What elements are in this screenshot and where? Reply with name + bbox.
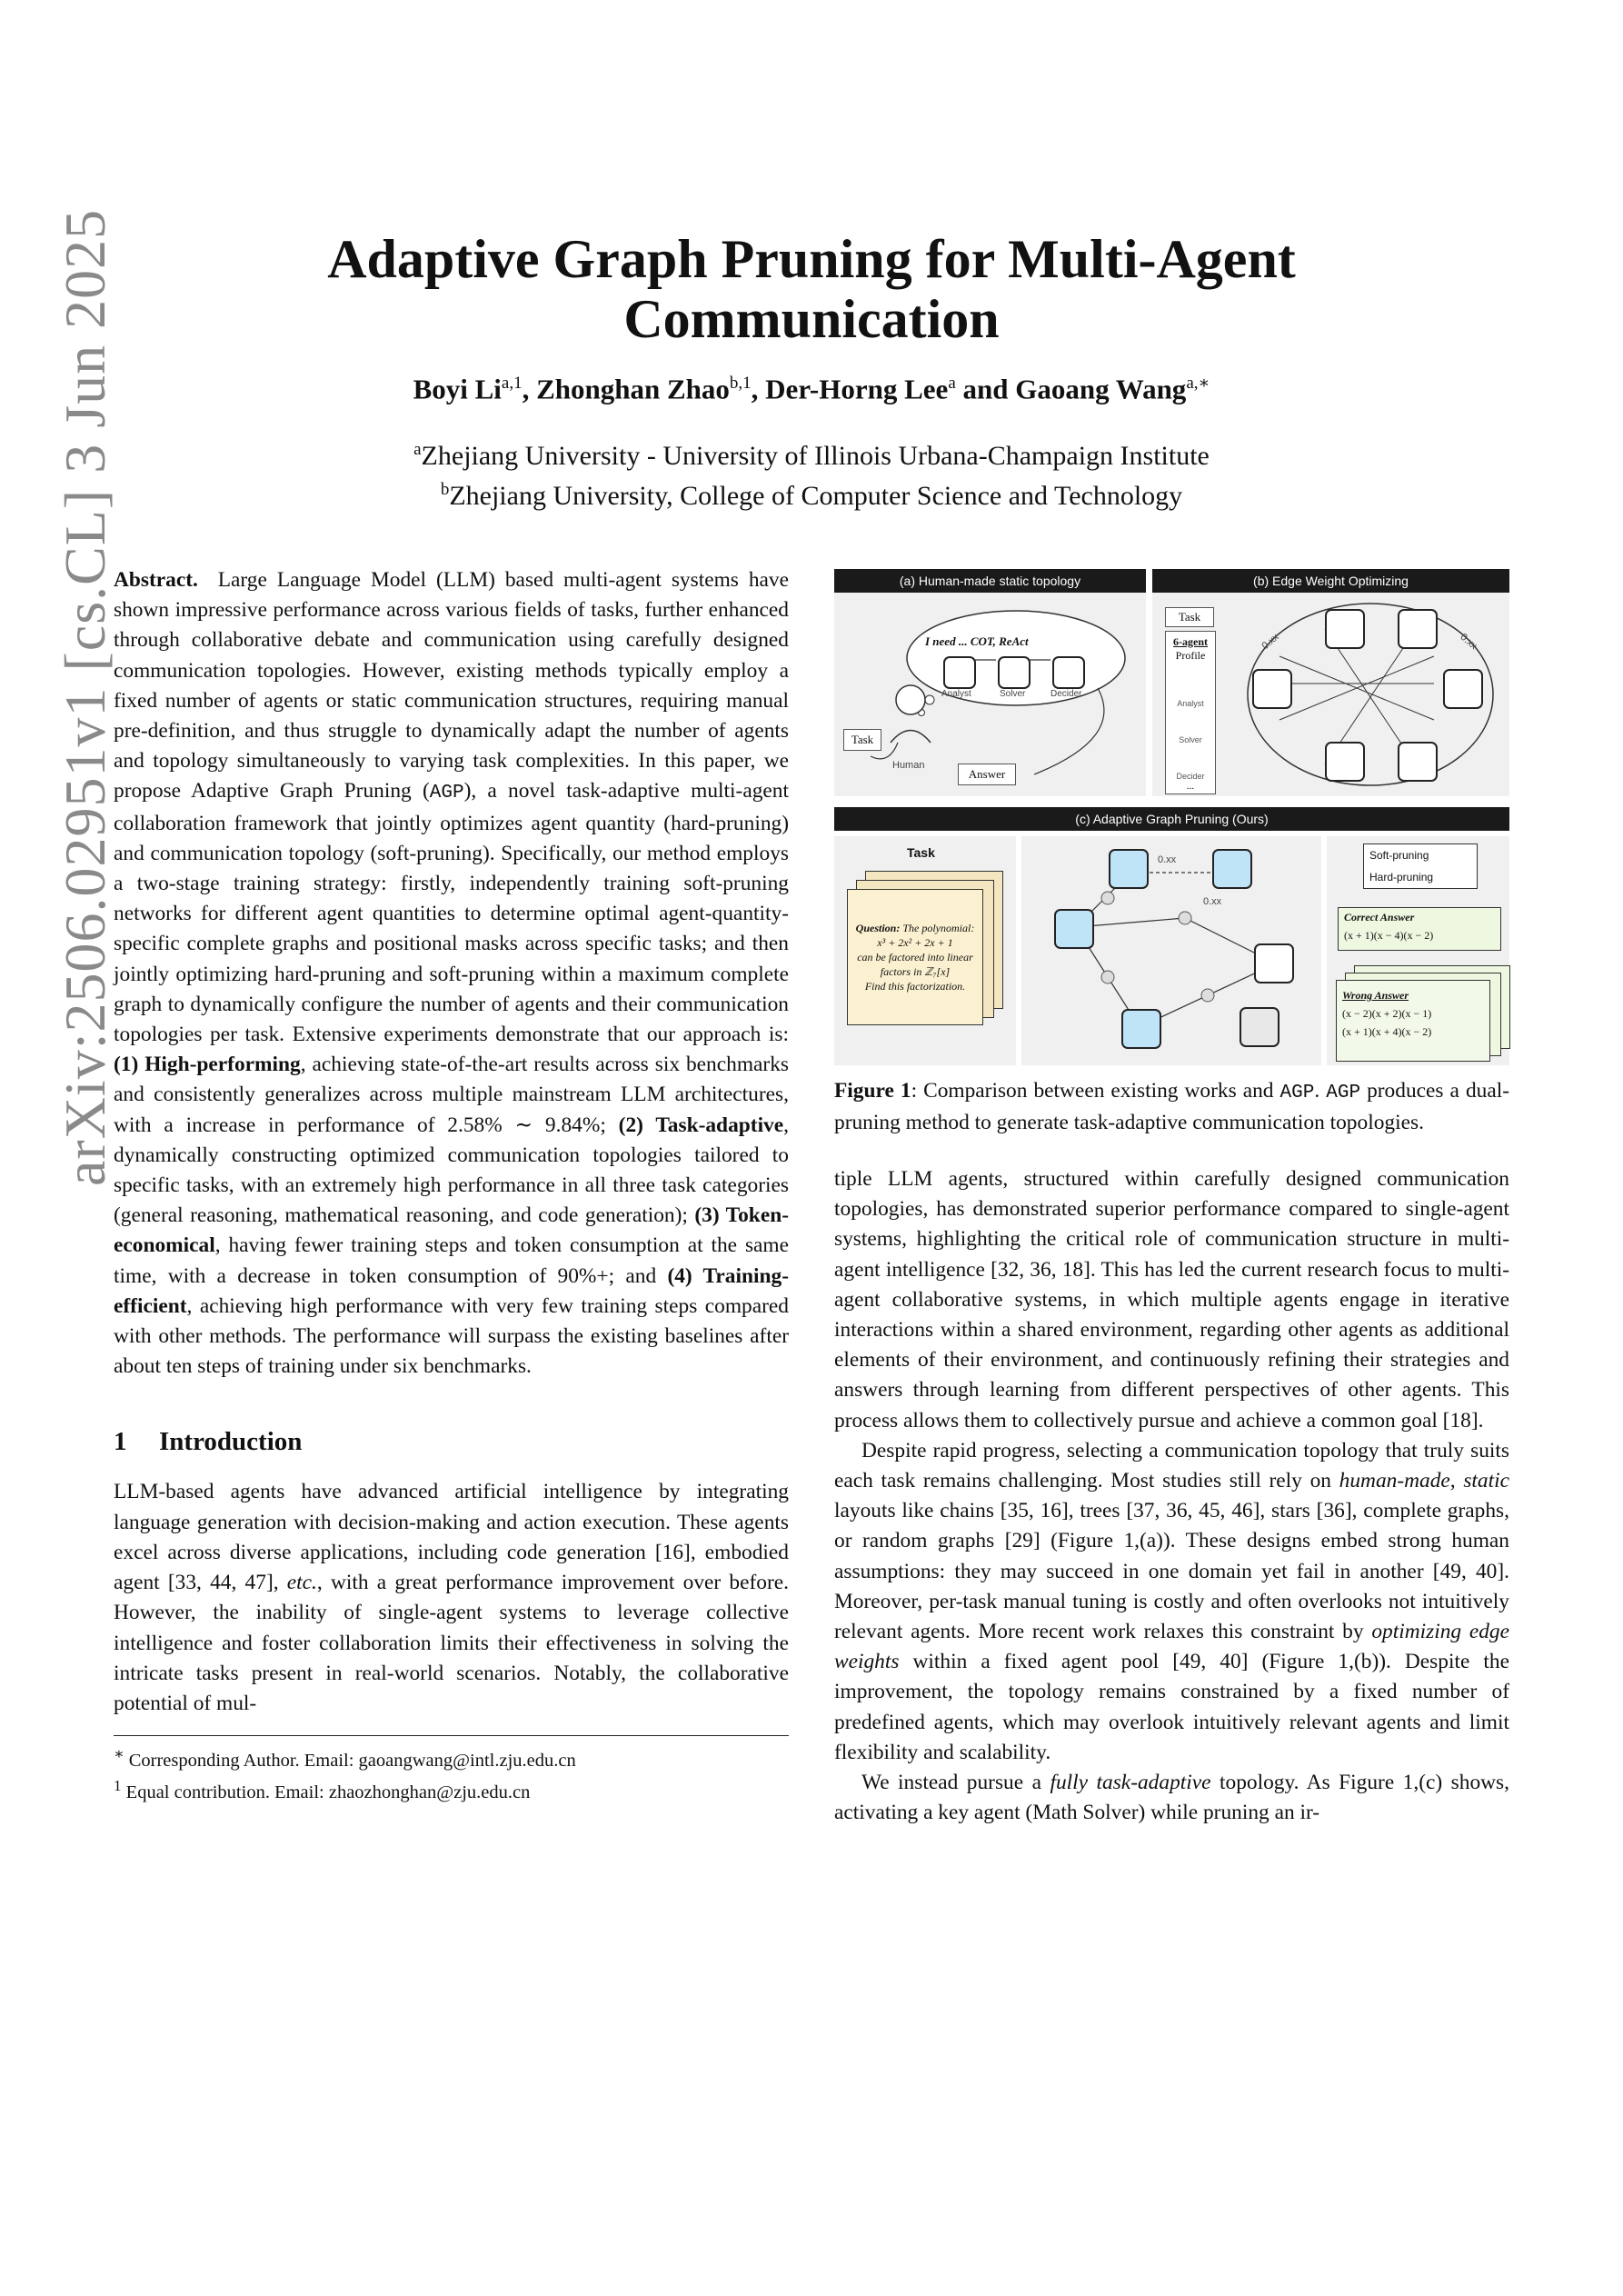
footnote-1	[114, 1742, 789, 1773]
question-line4: factors in ℤ₇[x]	[880, 965, 951, 978]
paper-title	[273, 229, 1350, 349]
abstract	[114, 565, 789, 1382]
results-area	[1327, 836, 1509, 1065]
legend-soft-pruning: Soft-pruning	[1369, 849, 1429, 862]
weight-label: 0.xx	[1260, 631, 1281, 653]
abstract-text: , achieving high performance with very few training steps compared with other methods. The performance will surpass the existing baselines after about ten steps of training under six benchmarks.	[114, 1293, 789, 1379]
highlight-task-adaptive: (2) Task-adaptive	[618, 1113, 784, 1137]
author-sup: a,∗	[1186, 374, 1210, 393]
agp-acronym: AGP	[1279, 1083, 1315, 1103]
body-text: topology. As Figure 1,(c) shows, activating a key agent (Math Solver) while pruning an ir-	[834, 1771, 1509, 1825]
legend-box	[1363, 844, 1478, 889]
emphasis: optimizing edge weights	[834, 1620, 1509, 1674]
footnote-text: Equal contribution. Email: zhaozhonghan@zju.edu.cn	[125, 1782, 531, 1802]
intro-text: LLM-based agents have advanced artificial intelligence by integrating language generation with decision-making and action execution. These agents excel across diverse applications, including code generation [16], embodied agent [33, 44, 47],	[114, 1480, 789, 1595]
abstract-label: Abstract.	[114, 568, 198, 592]
author-name: Gaoang Wang	[1015, 373, 1187, 405]
weight-label: 0.xx	[1203, 896, 1222, 907]
intro-etc: etc.	[286, 1571, 317, 1595]
wrong-answer-card	[1336, 980, 1490, 1062]
panel-c	[834, 807, 1509, 1065]
signature-icon	[1443, 669, 1483, 709]
arxiv-identifier: arXiv:2506.02951v1 [cs.CL] 3 Jun 2025	[53, 208, 117, 1186]
author-name: Zhonghan Zhao	[536, 373, 730, 405]
analyst-icon	[943, 656, 976, 689]
affiliations	[273, 433, 1350, 513]
decider-label: Decider	[1176, 772, 1205, 781]
pruned-bug-icon	[1240, 1007, 1279, 1047]
question-line	[848, 921, 982, 935]
wrong-answer-label: Wrong Answer	[1342, 989, 1409, 1002]
analyst-icon	[1212, 849, 1252, 889]
question-label: Question:	[855, 922, 901, 934]
panel-a	[834, 569, 1146, 796]
solver-icon	[998, 656, 1031, 689]
correct-answer-expr: (x + 1)(x − 4)(x − 2)	[1344, 929, 1434, 942]
affiliation-sup: a	[413, 440, 422, 459]
footnote-mark: 1	[114, 1776, 122, 1794]
affiliation-sup: b	[440, 480, 450, 499]
solver-label: Solver	[1179, 735, 1202, 744]
right-paragraph-1	[834, 1164, 1509, 1436]
caption-text: .	[1314, 1079, 1327, 1103]
panel-a-title: (a) Human-made static topology	[834, 569, 1146, 593]
correct-answer-label: Correct Answer	[1344, 911, 1415, 923]
checklist-icon	[1325, 609, 1365, 649]
emphasis: human-made, static	[1339, 1469, 1509, 1493]
task-area	[834, 836, 1016, 1065]
caption-text: produces a dual-pruning method to generate task-adaptive communication topologies.	[834, 1079, 1510, 1134]
weight-label: 0.xx	[1458, 631, 1479, 653]
caption-label: Figure 1	[834, 1079, 911, 1103]
bug-icon	[1398, 742, 1438, 782]
task-box: Task	[1165, 607, 1214, 627]
abstract-text: , achieving state-of-the-art results across six benchmarks and consistently generalizes across multiple mainstream LLM architectures, with a increase in performance of 2.58% ∼ 9.84%;	[114, 1053, 789, 1137]
agp-acronym: AGP	[429, 783, 464, 804]
highlight-token-economical: (3) Token-economical	[114, 1203, 789, 1258]
author-list: Boyi Li$^{a,1}$, Zhonghan Zhao$^{b,1}$, Der-Horng Lee$^a$ and Gaoang Wang$^{a,∗}$	[413, 373, 1210, 405]
body-text: within a fixed agent pool [49, 40] (Figure 1,(b)). Despite the improvement, the topology remains constrained by a fixed number of predefined agents, which may overlook intuitively relevant agents and limit flexibility and scalability.	[834, 1650, 1509, 1764]
figure-caption	[834, 1076, 1509, 1137]
highlight-training-efficient: (4) Training-efficient	[114, 1263, 790, 1318]
right-paragraph-3	[834, 1768, 1509, 1828]
question-text: The polynomial:	[902, 922, 975, 934]
panel-b	[1152, 569, 1509, 796]
title-line-2: Communication	[623, 289, 1000, 349]
wrong-answer-expr: (x + 1)(x + 4)(x − 2)	[1342, 1025, 1432, 1038]
person-icon	[1325, 742, 1365, 782]
affiliation-b	[273, 473, 1350, 513]
code-icon	[1054, 909, 1094, 949]
section-number: 1	[114, 1427, 127, 1457]
section-heading	[114, 1427, 789, 1457]
right-column	[834, 569, 1509, 1828]
highlight-high-performing: (1) High-performing	[114, 1053, 301, 1077]
question-line5: Find this factorization.	[864, 980, 966, 993]
left-column	[114, 565, 789, 1805]
author-sup: b,1	[729, 374, 752, 393]
task-box: Task	[843, 729, 881, 751]
author-name: Der-Horng Lee	[765, 373, 949, 405]
figure-1	[834, 569, 1509, 1065]
title-line-1: Adaptive Graph Pruning for Multi-Agent	[327, 229, 1296, 289]
footnote-mark: ∗	[114, 1745, 124, 1763]
author-name: Boyi Li	[413, 373, 502, 405]
need-text: I need ... COT, ReAct	[925, 634, 1029, 648]
task-card	[847, 889, 983, 1025]
person-icon	[1121, 1009, 1161, 1049]
footnote-rule	[114, 1735, 789, 1736]
body-text: Despite rapid progress, selecting a communication topology that truly suits each task remains challenging. Most studies still rely on	[834, 1438, 1509, 1493]
solver-label: Solver	[1000, 689, 1026, 699]
code-icon	[1252, 669, 1292, 709]
six-agent-label: 6-agent	[1173, 635, 1208, 648]
caption-text: : Comparison between existing works and	[911, 1079, 1280, 1103]
spacer	[834, 1137, 1509, 1164]
abstract-text: , having fewer training steps and token consumption at the same time, with a decrease in token consumption of 90%+; and	[114, 1233, 789, 1288]
signature-icon	[1254, 943, 1294, 983]
profile-label: Profile	[1175, 649, 1206, 662]
ellipsis-label: ...	[1186, 781, 1195, 792]
panel-c-title: (c) Adaptive Graph Pruning (Ours)	[834, 807, 1509, 831]
graph-area	[1021, 836, 1321, 1065]
agp-acronym: AGP	[1326, 1083, 1361, 1103]
question-line3: can be factored into linear	[857, 951, 973, 963]
decider-label: Decider	[1050, 689, 1082, 699]
intro-text: , with a great performance improvement over before. However, the inability of single-agent systems to leverage collective intelligence and foster collaboration limits their effectiveness in solving the intricate tasks present in real-world scenarios. Notably, the collaborative potential of mul-	[114, 1571, 789, 1715]
footnote-text: Corresponding Author. Email: gaoangwang@intl.zju.edu.cn	[128, 1750, 576, 1771]
decider-icon	[1052, 656, 1085, 689]
affiliation-text: Zhejiang University, College of Computer Science and Technology	[449, 481, 1183, 511]
abstract-text: Large Language Model (LLM) based multi-agent systems have shown impressive performance across various fields of tasks, further enhanced through collaborative debate and communication using carefully designed communication topologies. However, existing methods typically employ a fixed number of agents or static communication structures, requiring manual pre-definition, and thus struggle to dynamically adapt the number of agents and topology simultaneously to varying task complexities. In this paper, we propose Adaptive Graph Pruning (	[114, 568, 789, 804]
emphasis: fully task-adaptive	[1050, 1771, 1211, 1795]
body-text: tiple LLM agents, structured within carefully designed communication topologies, has demonstrated superior performance compared to single-agent systems, highlighting the critical role of communication structure in multi-agent intelligence [32, 36, 18]. This has led the current research focus to multi-agent collaborative systems, in which multiple agents engage in iterative interactions within a shared environment, regarding other agents as additional elements of their environment, and continuously refining their strategies and answers through learning from different perspectives of other agents. This process allows them to collectively pursue and achieve a common goal [18].	[834, 1167, 1509, 1433]
author-sup: a	[948, 374, 956, 393]
footnote-2	[114, 1773, 789, 1805]
affiliation-text: Zhejiang University - University of Illinois Urbana-Champaign Institute	[421, 441, 1210, 471]
affiliation-a	[273, 433, 1350, 473]
human-label: Human	[892, 760, 925, 771]
analyst-label: Analyst	[1177, 699, 1204, 708]
weight-label: 0.xx	[1158, 854, 1177, 865]
correct-answer-card	[1338, 907, 1501, 951]
analyst-label: Analyst	[941, 689, 971, 699]
abstract-text: , dynamically constructing optimized communication topologies tailored to specific tasks, with an extremely high performance in all three task categories (general reasoning, mathematical reasoning, and code generation);	[114, 1113, 789, 1228]
abstract-text: ), a novel task-adaptive multi-agent collaboration framework that jointly optimizes agent quantity (hard-pruning) and communication topology (soft-pruning). Specifically, our method employs a two-stage training strategy: firstly, independently training soft-pruning networks for different agent quantities to determine optimal agent-quantity-specific complete graphs and positional masks across specific tasks; and then jointly optimizing hard-pruning and soft-pruning within a maximum complete graph to dynamically configure the number of agents and their communication topologies per task. Extensive experiments demonstrate that our approach is:	[114, 779, 789, 1047]
task-title: Task	[907, 845, 935, 860]
question-poly: x³ + 2x² + 2x + 1	[877, 936, 953, 949]
section-title: Introduction	[159, 1427, 303, 1457]
author-sup: a,1	[501, 374, 523, 393]
answer-box: Answer	[958, 764, 1016, 785]
right-paragraph-2	[834, 1436, 1509, 1768]
body-text: layouts like chains [35, 16], trees [37, 36, 45, 46], stars [36], complete graphs, or random graphs [29] (Figure 1,(a)). These designs embed strong human assumptions: they may succeed in one domain yet fail in another [49, 40]. Moreover, per-task manual tuning is costly and often overlooks not intuitively relevant agents. More recent work relaxes this constraint by	[834, 1499, 1509, 1644]
wrong-answer-expr: (x − 2)(x + 2)(x − 1)	[1342, 1007, 1432, 1020]
body-text: We instead pursue a	[861, 1771, 1050, 1795]
analyst-icon	[1398, 609, 1438, 649]
legend-hard-pruning: Hard-pruning	[1369, 871, 1434, 883]
panel-b-title: (b) Edge Weight Optimizing	[1152, 569, 1509, 593]
intro-paragraph	[114, 1477, 789, 1719]
checklist-icon	[1109, 849, 1149, 889]
